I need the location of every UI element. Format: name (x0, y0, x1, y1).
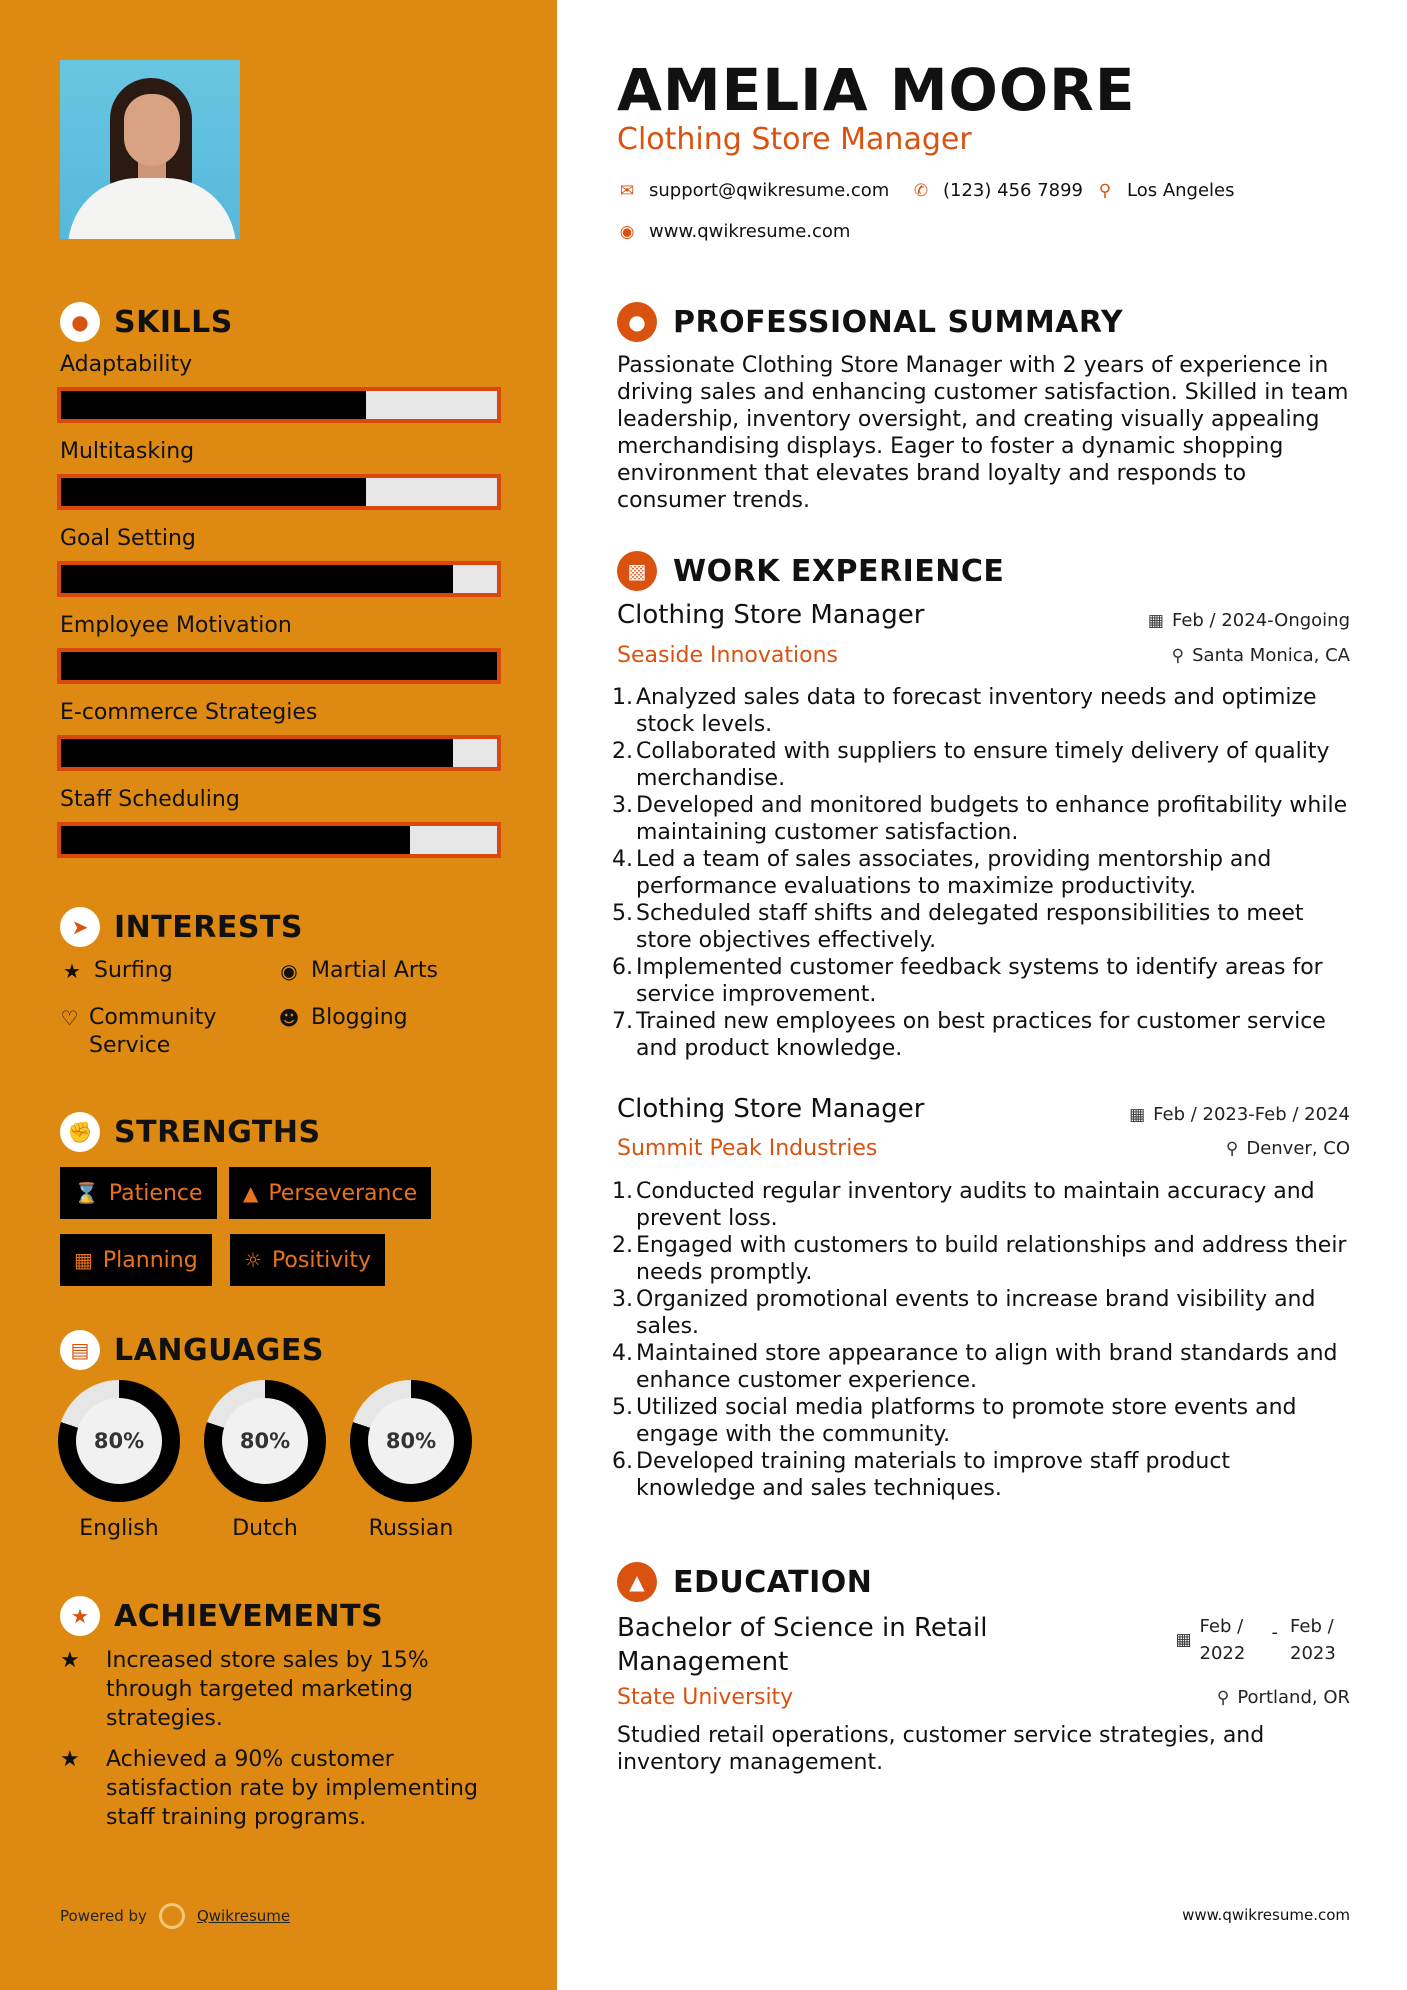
job-dates: ▦ Feb / 2024-Ongoing (1147, 610, 1350, 631)
users-icon: ☻ (278, 1006, 300, 1030)
skill-bar (57, 387, 501, 423)
language-icon: ▤ (60, 1330, 100, 1370)
calendar-icon: ▦ (1147, 610, 1164, 631)
list-item: 6. Implemented customer feedback systems to identify areas for service improvement. (612, 955, 1323, 1007)
qwikresume-logo-icon (159, 1903, 185, 1929)
skill-bar-fill (61, 478, 366, 506)
job-location: ⚲ Denver, CO (1225, 1138, 1350, 1159)
interest-item: ☻ Blogging (278, 1005, 408, 1030)
graduation-cap-icon: ▲ (617, 1562, 657, 1602)
list-item: 3. Organized promotional events to increase brand visibility and sales. (612, 1287, 1316, 1339)
list-item: 1. Analyzed sales data to forecast inventory needs and optimize stock levels. (612, 685, 1317, 737)
skill-label: Multitasking (60, 439, 195, 464)
hourglass-icon: ⌛ (74, 1181, 99, 1205)
list-item: 2. Engaged with customers to build relationships and address their needs promptly. (612, 1233, 1347, 1285)
interest-item: ♡ Community Service (60, 1005, 217, 1058)
strength-badge: ▲ Perseverance (229, 1167, 431, 1219)
candidate-role: Clothing Store Manager (617, 122, 972, 157)
map-pin-icon: ⚲ (1098, 180, 1112, 201)
skill-label: E-commerce Strategies (60, 700, 318, 725)
language-percent: 80% (76, 1398, 162, 1484)
job-title: Clothing Store Manager (617, 1094, 925, 1124)
education-dates: ▦ Feb / 2022 - Feb / 2023 (1175, 1616, 1336, 1664)
lightbulb-icon: ● (60, 302, 100, 342)
pin-icon: ⚲ (1225, 1138, 1239, 1159)
job-company: Seaside Innovations (617, 643, 838, 668)
list-item: 3. Developed and monitored budgets to enhance profitability while maintaining customer satisfaction. (612, 793, 1348, 845)
brand-link[interactable]: Qwikresume (196, 1907, 291, 1925)
list-item: 7. Trained new employees on best practices for customer service and product knowledge. (612, 1009, 1326, 1061)
language-percent: 80% (368, 1398, 454, 1484)
summary-heading: ● PROFESSIONAL SUMMARY (617, 302, 1123, 342)
languages-heading: ▤ LANGUAGES (60, 1330, 324, 1370)
list-item: 2. Collaborated with suppliers to ensure timely delivery of quality merchandise. (612, 739, 1330, 791)
education-location: ⚲ Portland, OR (1216, 1687, 1350, 1708)
list-item: 5. Scheduled staff shifts and delegated responsibilities to meet store objectives effectively. (612, 901, 1304, 953)
skill-label: Goal Setting (60, 526, 196, 551)
contact-phone: ✆ (123) 456 7899 (911, 180, 1083, 201)
star-badge-icon: ★ (60, 1596, 100, 1636)
profile-photo (60, 60, 240, 239)
list-item: 6. Developed training materials to improve staff product knowledge and sales techniques. (612, 1449, 1231, 1501)
achievement-item: ★ Increased store sales by 15% through targeted marketing strategies. (60, 1648, 429, 1731)
powered-by: Powered by Qwikresume (60, 1903, 290, 1929)
skill-bar (57, 648, 501, 684)
strength-badge: ▦ Planning (60, 1234, 212, 1286)
skill-bar-fill (61, 652, 497, 680)
job-company: Summit Peak Industries (617, 1136, 878, 1161)
job-bullets (612, 684, 1352, 1062)
language-ring (204, 1380, 326, 1502)
briefcase-icon: ▩ (617, 551, 657, 591)
language-name: Dutch (232, 1516, 298, 1541)
interest-item: ◉ Martial Arts (277, 957, 438, 985)
job-bullets (612, 1178, 1352, 1502)
skills-heading: ● SKILLS (60, 302, 233, 342)
job-dates: ▦ Feb / 2023-Feb / 2024 (1129, 1104, 1350, 1125)
road-icon: ▲ (243, 1181, 259, 1205)
summary-text: Passionate Clothing Store Manager with 2 years of experience in driving sales and enhancing customer satisfaction. Skilled in team leadership, inventory oversight, and creating visually appealing merchandising displays. Eager to foster a dynamic shopping environment that elevates brand loyalty and responds to consumer trends. (617, 353, 1349, 513)
skill-bar-fill (61, 391, 366, 419)
skill-bar (57, 735, 501, 771)
skill-bar-fill (61, 826, 410, 854)
achievement-item: ★ Achieved a 90% customer satisfaction rate by implementing staff training programs. (60, 1747, 478, 1830)
contact-website: ◉ www.qwikresume.com (617, 221, 850, 242)
education-school: State University (617, 1685, 794, 1710)
list-item: 1. Conducted regular inventory audits to maintain accuracy and prevent loss. (612, 1179, 1315, 1231)
strength-badge: ☼ Positivity (230, 1234, 385, 1286)
footer-url[interactable]: www.qwikresume.com (1182, 1906, 1350, 1924)
skill-bar-fill (61, 739, 453, 767)
education-degree: Bachelor of Science in Retail Management (617, 1613, 988, 1677)
phone-icon: ✆ (913, 180, 929, 201)
skill-bar (57, 822, 501, 858)
star-icon: ★ (60, 1747, 80, 1772)
achievements-heading: ★ ACHIEVEMENTS (60, 1596, 383, 1636)
globe-icon: ◉ (619, 221, 635, 242)
calendar-icon: ▦ (1129, 1104, 1146, 1125)
list-item: 5. Utilized social media platforms to promote store events and engage with the community. (612, 1395, 1297, 1447)
language-ring (58, 1380, 180, 1502)
skill-label: Employee Motivation (60, 613, 292, 638)
language-name: English (79, 1516, 159, 1541)
contact-email: ✉ support@qwikresume.com (617, 180, 889, 201)
skill-bar (57, 561, 501, 597)
sidebar (0, 0, 557, 1990)
fist-icon: ✊ (60, 1112, 100, 1152)
pin-icon: ⚲ (1216, 1687, 1230, 1708)
paper-plane-icon: ➤ (60, 907, 100, 947)
job-title: Clothing Store Manager (617, 600, 925, 630)
language-ring (350, 1380, 472, 1502)
education-description: Studied retail operations, customer service strategies, and inventory management. (617, 1723, 1265, 1775)
list-item: 4. Led a team of sales associates, providing mentorship and performance evaluations to maximize productivity. (612, 847, 1272, 899)
hand-heart-icon: ♡ (60, 1006, 79, 1030)
pin-icon: ⚲ (1171, 645, 1185, 666)
contact-location: ⚲ Los Angeles (1095, 180, 1235, 201)
skill-label: Staff Scheduling (60, 787, 240, 812)
education-heading: ▲ EDUCATION (617, 1562, 872, 1602)
star-icon: ★ (60, 1648, 80, 1673)
sun-icon: ☼ (244, 1248, 262, 1272)
user-icon: ● (617, 302, 657, 342)
candidate-name: AMELIA MOORE (617, 56, 1136, 124)
skill-label: Adaptability (60, 352, 193, 377)
globe-icon: ◉ (280, 959, 298, 983)
language-name: Russian (368, 1516, 454, 1541)
skill-bar-fill (61, 565, 453, 593)
interests-heading: ➤ INTERESTS (60, 907, 303, 947)
strengths-heading: ✊ STRENGTHS (60, 1112, 321, 1152)
interest-item: ★ Surfing (60, 957, 173, 985)
experience-heading: ▩ WORK EXPERIENCE (617, 551, 1004, 591)
envelope-icon: ✉ (619, 180, 635, 201)
job-location: ⚲ Santa Monica, CA (1171, 645, 1350, 666)
calendar-icon: ▦ (1175, 1630, 1192, 1650)
strength-badge: ⌛ Patience (60, 1167, 217, 1219)
star-icon: ★ (63, 959, 81, 983)
skill-bar (57, 474, 501, 510)
language-percent: 80% (222, 1398, 308, 1484)
list-item: 4. Maintained store appearance to align with brand standards and enhance customer experience. (612, 1341, 1338, 1393)
calendar-icon: ▦ (74, 1248, 93, 1272)
